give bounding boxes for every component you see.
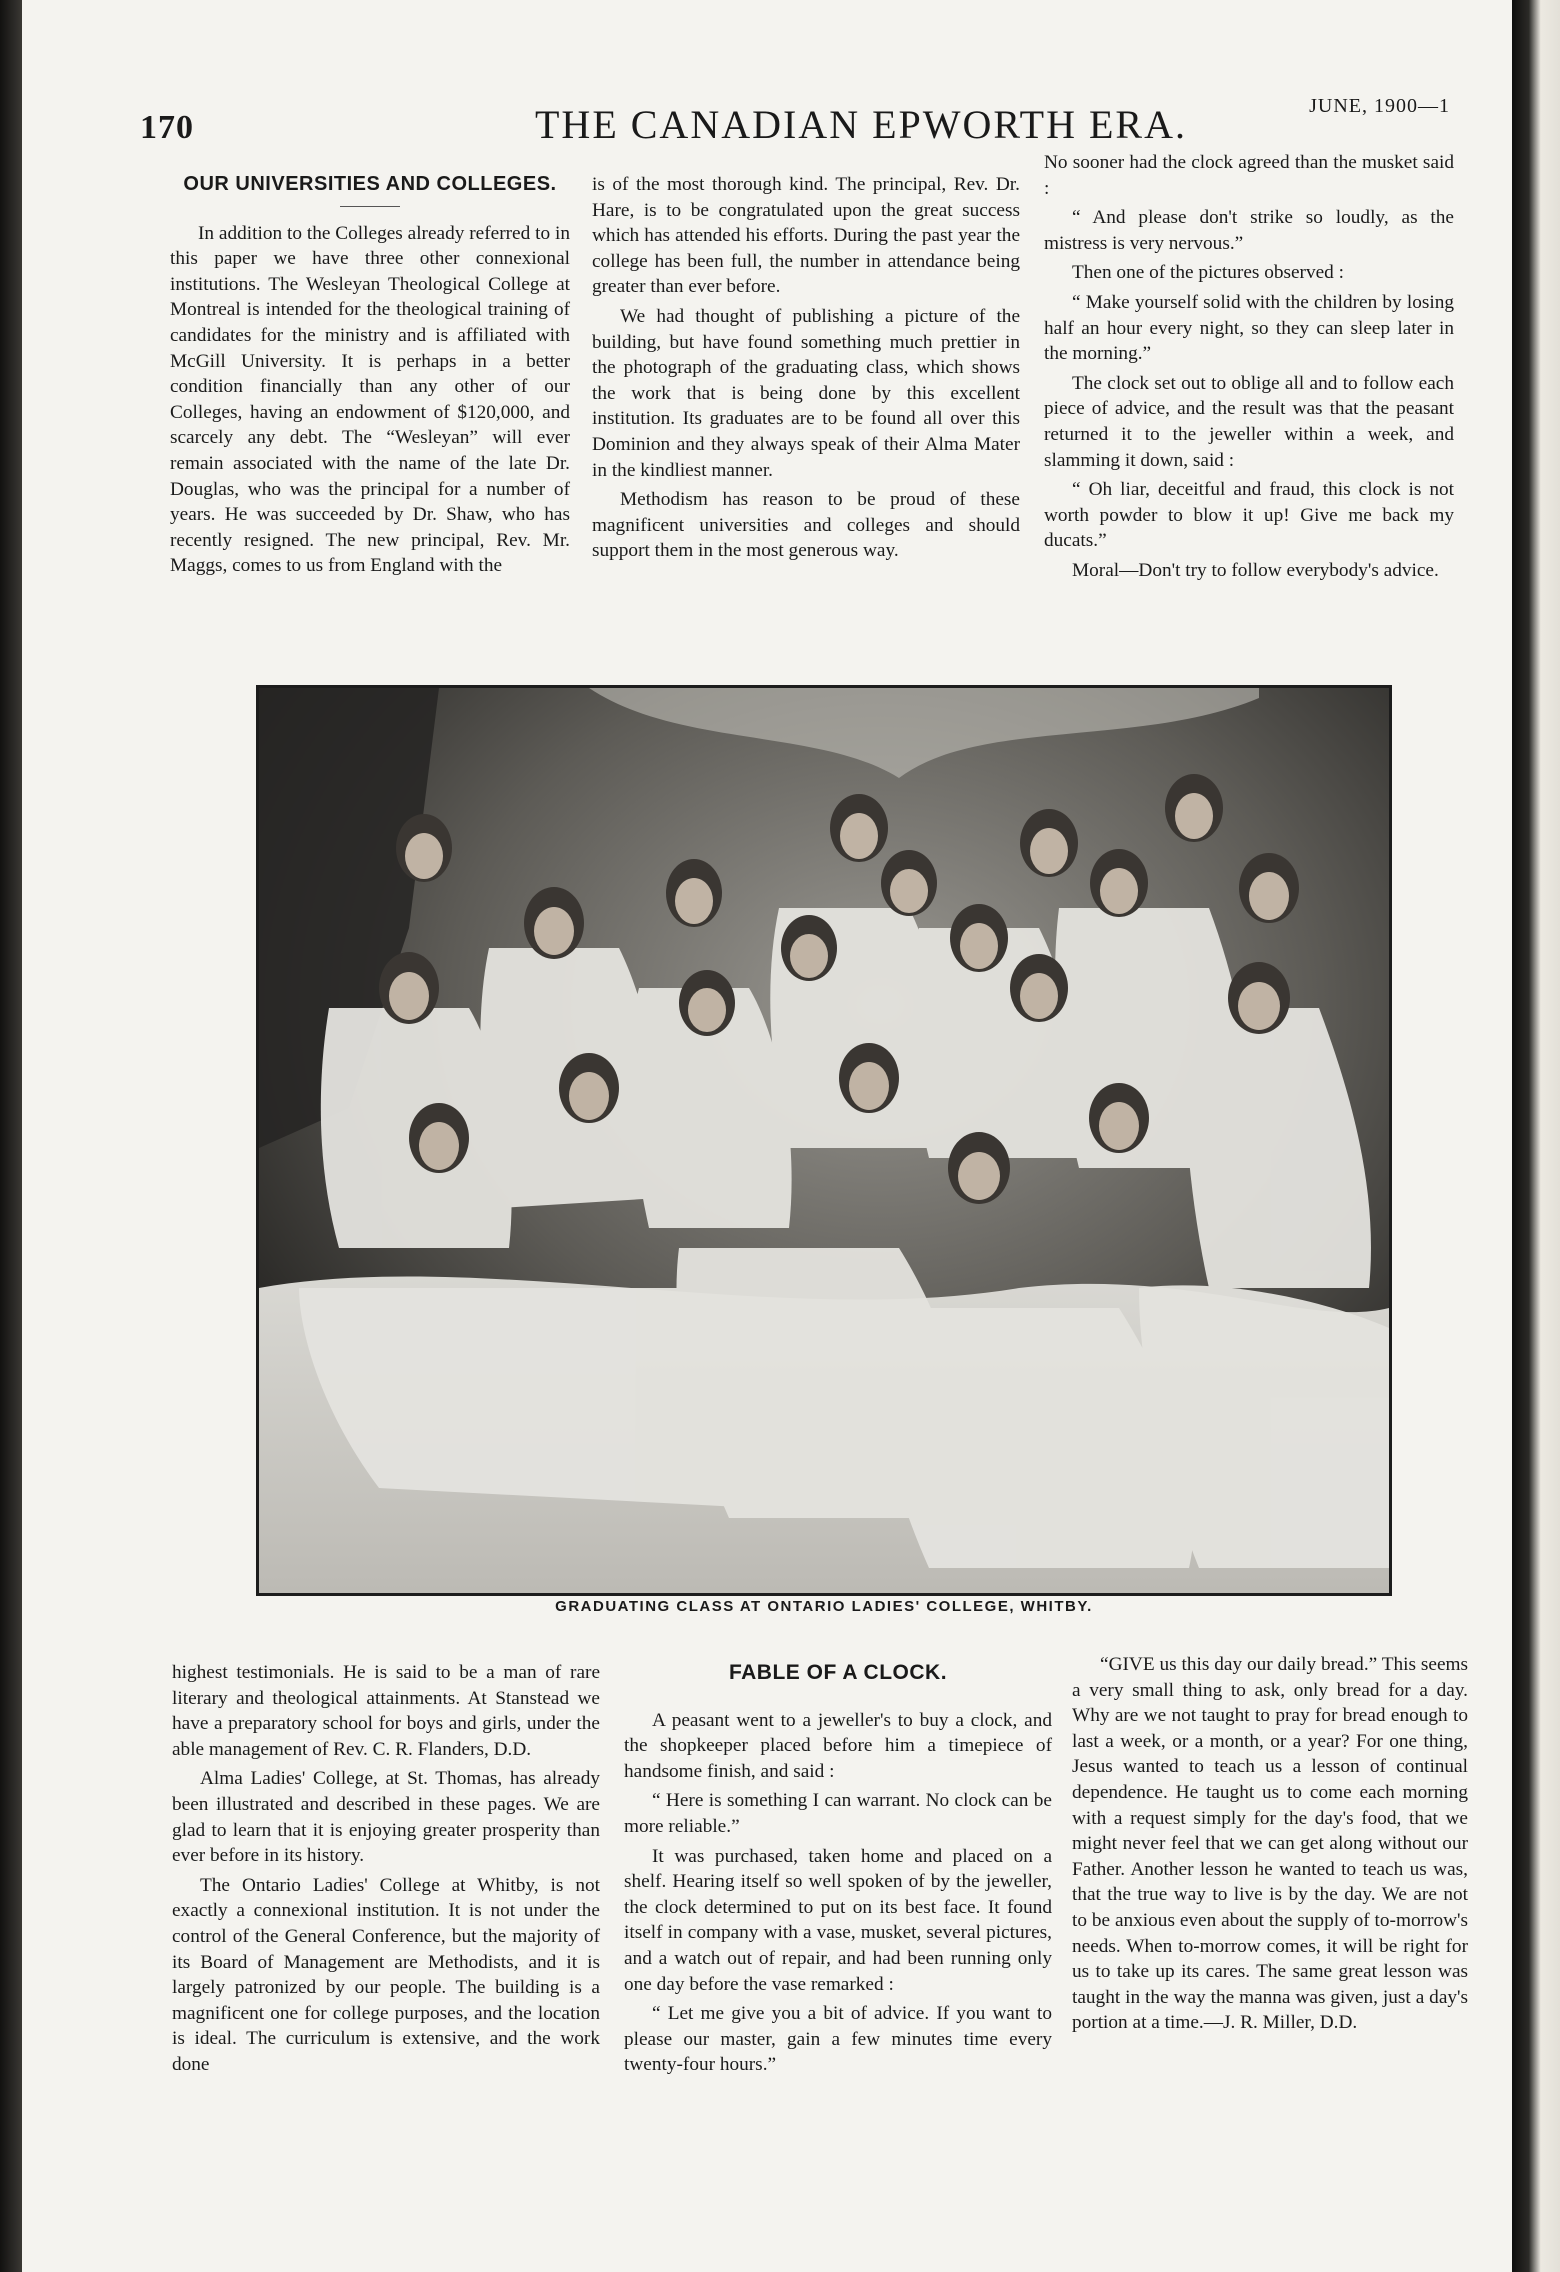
paragraph: is of the most thorough kind. The principal, Rev. Dr. Hare, is to be congratulated upon the great success which has attended his efforts. During the past year the college has been full, the number in attendance being greater than ever before. xyxy=(592,174,1020,298)
book-spine xyxy=(1512,0,1560,2272)
lead-word: GIVE xyxy=(1108,1654,1155,1675)
paragraph: The clock set out to oblige all and to follow each piece of advice, and the result was that the peasant returned it to the jeweller within a week, and slamming it down, said : xyxy=(1044,372,1454,471)
paragraph: “ And please don't strike so loudly, as the mistress is very nervous.” xyxy=(1044,207,1454,254)
fable-column xyxy=(624,1660,1052,2082)
article-column-2 xyxy=(592,172,1020,568)
paragraph: Then one of the pictures observed : xyxy=(1072,262,1344,284)
article-column-1 xyxy=(170,172,570,583)
paragraph: “ Make yourself solid with the children by losing half an hour every night, so they can sleep later in the morning.” xyxy=(1044,291,1454,365)
paragraph: highest testimonials. He is said to be a man of rare literary and theological attainments. At Stanstead we have a preparatory school for boys and girls, under the able management of Rev. C. R. Flanders, D.D. xyxy=(172,1662,600,1760)
paragraph: “ Oh liar, deceitful and fraud, this clock is not worth powder to blow it up! Give me back my ducats.” xyxy=(1044,479,1454,552)
journal-title: THE CANADIAN EPWORTH ERA. xyxy=(535,102,1187,147)
graduating-class-photograph xyxy=(256,685,1392,1596)
paragraph: “ Here is something I can warrant. No clock can be more reliable.” xyxy=(624,1790,1052,1837)
page-number: 170 xyxy=(140,109,194,146)
fable-heading: FABLE OF A CLOCK. xyxy=(728,1661,948,1684)
paragraph: In addition to the Colleges already referred to in this paper we have three other connexional institutions. The Wesleyan Theological College at Montreal is intended for the theological training of candidates for the ministry and is affiliated with McGill University. It is perhaps in a better condition financially than any other of our Colleges, having an endowment of $120,000, and scarcely any debt. The “Wesleyan” will ever remain associated with the name of the late Dr. Douglas, who was the principal for a number of years. He was succeeded by Dr. Shaw, who has recently resigned. The new principal, Rev. Mr. Maggs, comes to us from England with the xyxy=(170,222,570,577)
photo-caption: GRADUATING CLASS AT ONTARIO LADIES' COLLEGE, WHITBY. xyxy=(555,1598,1093,1615)
paragraph: A peasant went to a jeweller's to buy a clock, and the shopkeeper placed before him a timepiece of handsome finish, and said : xyxy=(624,1709,1052,1782)
issue-date: JUNE, 1900—1 xyxy=(1309,95,1450,117)
paragraph: “GIVE us this day our daily bread.” This seems a very small thing to ask, only bread for a day. Why are we not taught to pray for bread enough to last a week, or a month, or a year? For one thing, Jesus wanted to teach us a lesson of continual dependence. He taught us to come each morning with a request simply for the day's food, that we might never feel that we can get along without our Father. Another lesson he wanted to teach us was, that the true way to live is by the day. We are not to be anxious even about the supply of to-morrow's needs. When to-morrow comes, it will be right for us to take up its cares. The same great lesson was taught in the way the manna was given, just a day's portion at a time.—J. R. Miller, D.D. xyxy=(1072,1654,1468,2034)
fable-column-continued xyxy=(1044,150,1454,588)
paragraph: Alma Ladies' College, at St. Thomas, has already been illustrated and described in these pages. We are glad to learn that it is enjoying greater prosperity than ever before in its history. xyxy=(172,1768,600,1867)
running-header xyxy=(140,95,1450,155)
paragraph-body: us this day our daily bread.” This seems a very small thing to ask, only bread for a day. Why are we not taught to pray for bread enough to last a week, or a month, or a year? For one thing, Jesus wanted to teach us a lesson of continual dependence. He taught us to come each morning with a request simply for the day's food, that we might never feel that we can get along without our Father. Another lesson he wanted to teach us was, that the true way to live is by the day. We are not to be anxious even about the supply of to-morrow's needs. When to-morrow comes, it will be right for us to take up its cares. The same great lesson was taught in the way the manna was given, just a day's portion at a time.—J. R. Miller, D.D. xyxy=(1072,1654,1468,2034)
paragraph: “ Let me give you a bit of advice. If you want to please our master, gain a few minutes time every twenty-four hours.” xyxy=(624,2003,1052,2076)
paragraph: Methodism has reason to be proud of these magnificent universities and colleges and should support them in the most generous way. xyxy=(592,489,1020,562)
heading-rule xyxy=(340,206,400,207)
left-page-edge xyxy=(0,0,22,2272)
paragraph: Moral—Don't try to follow everybody's advice. xyxy=(1072,559,1439,581)
paragraph: No sooner had the clock agreed than the musket said : xyxy=(1044,152,1454,199)
photo-illustration xyxy=(259,688,1389,1593)
article-heading: OUR UNIVERSITIES AND COLLEGES. xyxy=(183,173,557,195)
paragraph: We had thought of publishing a picture of the building, but have found something much prettier in the photograph of the graduating class, which shows the work that is being done by this excellent institution. Its graduates are to be found all over this Dominion and they always speak of their Alma Mater in the kindliest manner. xyxy=(592,305,1020,481)
paragraph: It was purchased, taken home and placed on a shelf. Hearing itself so well spoken of by the jeweller, the clock determined to put on its best face. It found itself in company with a vase, musket, several pictures, and a watch out of repair, and had been running only one day before the vase remarked : xyxy=(624,1845,1052,1995)
paragraph: The Ontario Ladies' College at Whitby, is not exactly a connexional institution. It is not under the control of the General Conference, but the majority of its Board of Management are Methodists, and it is largely patronized by our people. The building is a magnificent one for college purposes, and the location is ideal. The curriculum is extensive, and the work done xyxy=(172,1874,600,2075)
daily-bread-column xyxy=(1072,1652,1468,2040)
article-column-continued xyxy=(172,1660,600,2082)
